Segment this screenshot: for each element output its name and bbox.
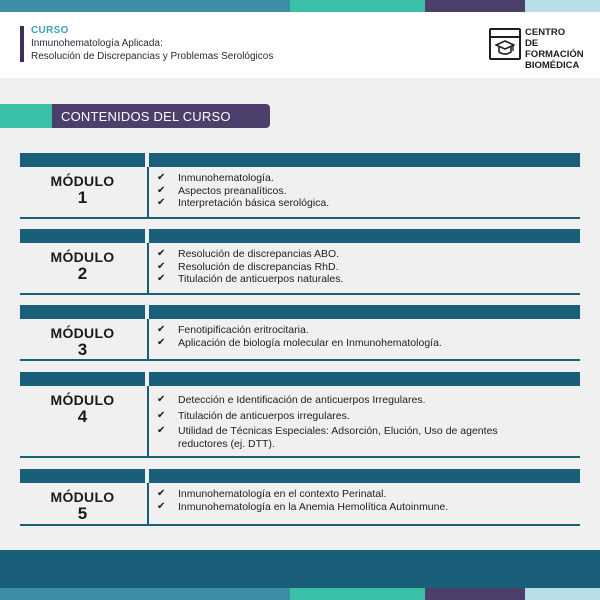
- list-item: [157, 394, 557, 407]
- module-number: 4: [77, 407, 88, 426]
- topic-text: Aspectos preanalíticos.: [178, 184, 287, 197]
- module-header-bar: [20, 372, 580, 386]
- module-bottom-line: [20, 456, 580, 458]
- module-label: [20, 173, 145, 207]
- module-header-bar: [20, 153, 580, 167]
- topic-text: Utilidad de Técnicas Especiales: Adsorción, Elución, Uso de agentes reductores (ej. DTT).: [178, 425, 498, 450]
- module-bottom-line: [20, 293, 580, 295]
- list-item: [157, 488, 557, 501]
- course-kicker: CURSO: [31, 25, 69, 36]
- module-bottom-line: [20, 217, 580, 219]
- course-title-line1: Inmunohematología Aplicada:: [31, 38, 163, 49]
- topic-text: Fenotipificación eritrocitaria.: [178, 324, 309, 336]
- header: [0, 12, 600, 78]
- module-label: [20, 325, 145, 359]
- module-2: [20, 229, 580, 295]
- topic-text: Inmunohematología.: [178, 172, 274, 184]
- list-item: [157, 324, 557, 337]
- module-label: [20, 249, 145, 283]
- module-label: [20, 392, 145, 426]
- module-5: [20, 469, 580, 526]
- module-header-bar: [20, 305, 580, 319]
- module-topics: [157, 394, 557, 450]
- course-title-line2: Resolución de Discrepancias y Problemas Serológicos: [31, 51, 274, 62]
- module-header-bar: [20, 229, 580, 243]
- topic-text: Inmunohematología en la Anemia Hemolítica Autoinmune.: [178, 500, 449, 513]
- module-topics: [157, 324, 557, 349]
- module-label: [20, 489, 145, 523]
- module-divider: [147, 243, 149, 293]
- module-divider: [147, 386, 149, 456]
- module-header-bar: [20, 469, 580, 483]
- module-topics: [157, 248, 557, 286]
- section-tag-accent: [0, 104, 52, 128]
- topic-text: Inmunohematología en el contexto Perinatal.: [178, 488, 387, 500]
- list-item: [157, 185, 557, 198]
- logo-text-line2: DE FORMACIÓN: [525, 38, 584, 60]
- module-topics: [157, 488, 557, 513]
- check-icon: ✔: [157, 184, 166, 196]
- list-item: [157, 501, 557, 514]
- check-icon: ✔: [157, 197, 166, 208]
- check-icon: ✔: [157, 336, 166, 348]
- bottom-color-stripe: [0, 588, 600, 600]
- list-item: [157, 248, 557, 261]
- module-topics: [157, 172, 557, 210]
- footer-band: [0, 550, 600, 588]
- module-word: MÓDULO: [50, 249, 115, 265]
- module-3: [20, 305, 580, 361]
- top-color-stripe: [0, 0, 600, 12]
- module-1: [20, 153, 580, 219]
- check-icon: ✔: [157, 324, 166, 335]
- check-icon: ✔: [157, 260, 166, 272]
- section-tag: [52, 104, 270, 128]
- check-icon: ✔: [157, 248, 166, 259]
- module-divider: [147, 483, 149, 524]
- logo-text: [525, 27, 584, 71]
- topic-text: Titulación de anticuerpos naturales.: [178, 273, 344, 285]
- topic-text: Resolución de discrepancias ABO.: [178, 248, 340, 260]
- header-accent-bar: [20, 26, 24, 62]
- cfb-logo: [489, 26, 584, 71]
- topic-text: Detección e Identificación de anticuerpos Irregulares.: [178, 394, 426, 406]
- logo-text-line3: BIOMÉDICA: [525, 60, 580, 71]
- check-icon: ✔: [157, 425, 166, 436]
- check-icon: ✔: [157, 488, 166, 499]
- list-item: [157, 197, 557, 210]
- topic-text: Resolución de discrepancias RhD.: [178, 260, 339, 273]
- graduation-cap-icon: [489, 28, 521, 60]
- list-item: [157, 172, 557, 185]
- topic-text: Titulación de anticuerpos irregulares.: [178, 409, 350, 422]
- module-word: MÓDULO: [50, 173, 115, 189]
- list-item: [157, 273, 557, 286]
- check-icon: ✔: [157, 500, 166, 512]
- module-bottom-line: [20, 524, 580, 526]
- list-item: [157, 410, 557, 423]
- module-number: 1: [77, 188, 88, 207]
- module-number: 5: [77, 504, 88, 523]
- list-item: [157, 337, 557, 350]
- module-divider: [147, 319, 149, 359]
- topic-text: Interpretación básica serológica.: [178, 197, 330, 209]
- check-icon: ✔: [157, 273, 166, 284]
- module-number: 2: [77, 264, 88, 283]
- check-icon: ✔: [157, 409, 166, 421]
- module-word: MÓDULO: [50, 325, 115, 341]
- check-icon: ✔: [157, 172, 166, 183]
- topic-text: Aplicación de biología molecular en Inmunohematología.: [178, 336, 442, 349]
- module-divider: [147, 167, 149, 217]
- module-number: 3: [77, 340, 88, 359]
- section-title: CONTENIDOS DEL CURSO: [61, 109, 231, 124]
- module-word: MÓDULO: [50, 392, 115, 408]
- module-word: MÓDULO: [50, 489, 115, 505]
- module-bottom-line: [20, 359, 580, 361]
- logo-text-line1: CENTRO: [525, 27, 566, 38]
- list-item: [157, 261, 557, 274]
- list-item: [157, 425, 532, 450]
- module-4: [20, 372, 580, 458]
- check-icon: ✔: [157, 394, 166, 405]
